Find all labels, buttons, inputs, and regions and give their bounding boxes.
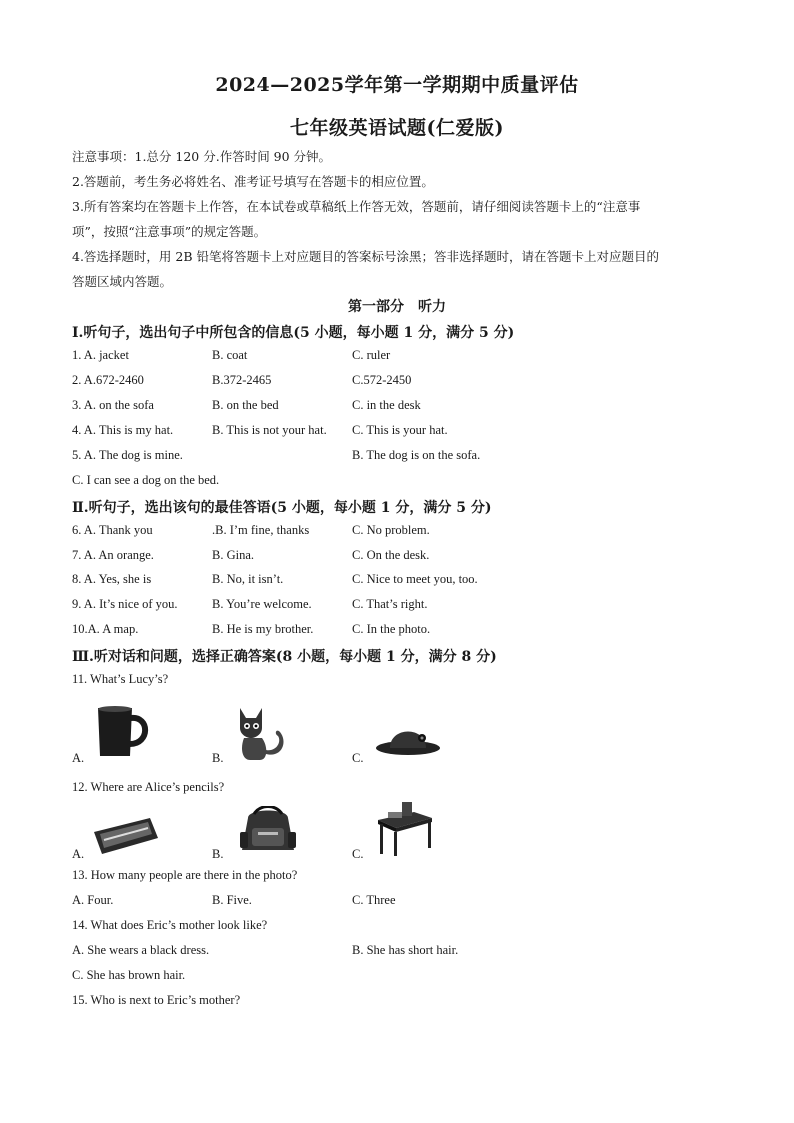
q6-option-c: C. No problem. <box>352 523 430 537</box>
q7-option-b: B. Gina. <box>212 548 255 562</box>
q5-option-a: 5. A. The dog is mine. <box>72 448 183 462</box>
cat-icon <box>230 702 294 764</box>
q12-label-b: B. <box>212 847 224 861</box>
q5-option-c: C. I can see a dog on the bed. <box>72 473 220 487</box>
q13-option-b: B. Five. <box>212 893 252 907</box>
q10-option-a: 10.A. A map. <box>72 622 139 636</box>
q7-option-a: 7. A. An orange. <box>72 548 154 562</box>
q1-option-c: C. ruler <box>352 348 391 362</box>
hat-icon <box>374 718 442 758</box>
q8-option-a: 8. A. Yes, she is <box>72 572 152 586</box>
q14-question: 14. What does Eric’s mother look like? <box>72 918 268 932</box>
desk-icon <box>374 800 434 858</box>
note-line: 3.所有答案均在答题卡上作答，在本试卷或草稿纸上作答无效，答题前，请仔细阅读答题卡上的“注意事 <box>72 199 641 214</box>
exam-subtitle: 七年级英语试题(仁爱版) <box>290 117 504 139</box>
q9-option-c: C. That’s right. <box>352 597 428 611</box>
backpack-icon <box>236 806 302 854</box>
q11-label-c: C. <box>352 751 364 765</box>
q6-option-b: .B. I’m fine, thanks <box>212 523 310 537</box>
q5-option-b: B. The dog is on the sofa. <box>352 448 481 462</box>
note-line: 答题区域内答题。 <box>72 274 173 289</box>
q11-question: 11. What’s Lucy’s? <box>72 672 169 686</box>
part-heading: 第一部分 听力 <box>348 299 446 315</box>
q14-option-a: A. She wears a black dress. <box>72 943 210 957</box>
q7-option-c: C. On the desk. <box>352 548 430 562</box>
note-line: 项”，按照“注意事项”的规定答题。 <box>72 224 267 239</box>
q13-option-a: A. Four. <box>72 893 114 907</box>
note-line: 2.答题前，考生务必将姓名、准考证号填写在答题卡的相应位置。 <box>72 174 434 189</box>
q15-question: 15. Who is next to Eric’s mother? <box>72 993 241 1007</box>
note-line: 4.答选择题时，用 2B 铅笔将答题卡上对应题目的答案标号涂黑；答非选择题时，请在答题卡上对应题目的 <box>72 249 660 264</box>
q3-option-a: 3. A. on the sofa <box>72 398 154 412</box>
q13-option-c: C. Three <box>352 893 396 907</box>
q1-option-b: B. coat <box>212 348 248 362</box>
pencil-box-icon <box>90 814 162 860</box>
section1-heading: Ⅰ.听句子，选出句子中所包含的信息(5 小题，每小题 1 分，满分 5 分) <box>72 325 515 341</box>
section3-heading: Ⅲ.听对话和问题，选择正确答案(8 小题，每小题 1 分，满分 8 分) <box>72 649 497 665</box>
q8-option-c: C. Nice to meet you, too. <box>352 572 478 586</box>
q13-question: 13. How many people are there in the photo? <box>72 868 298 882</box>
q14-option-c: C. She has brown hair. <box>72 968 186 982</box>
q12-question: 12. Where are Alice’s pencils? <box>72 780 225 794</box>
q10-option-c: C. In the photo. <box>352 622 431 636</box>
q8-option-b: B. No, it isn’t. <box>212 572 284 586</box>
q2-option-b: B.372-2465 <box>212 373 272 387</box>
q12-label-c: C. <box>352 847 364 861</box>
q12-label-a: A. <box>72 847 85 861</box>
q2-option-a: 2. A.672-2460 <box>72 373 144 387</box>
mug-icon <box>92 704 154 760</box>
q4-option-b: B. This is not your hat. <box>212 423 327 437</box>
q3-option-c: C. in the desk <box>352 398 421 412</box>
q3-option-b: B. on the bed <box>212 398 279 412</box>
q1-option-a: 1. A. jacket <box>72 348 129 362</box>
note-line: 注意事项：1.总分 120 分.作答时间 90 分钟。 <box>72 149 332 164</box>
q14-option-b: B. She has short hair. <box>352 943 459 957</box>
q11-label-b: B. <box>212 751 224 765</box>
q9-option-b: B. You’re welcome. <box>212 597 312 611</box>
q2-option-c: C.572-2450 <box>352 373 412 387</box>
section2-heading: Ⅱ.听句子，选出该句的最佳答语(5 小题，每小题 1 分，满分 5 分) <box>72 500 492 516</box>
q6-option-a: 6. A. Thank you <box>72 523 153 537</box>
q9-option-a: 9. A. It’s nice of you. <box>72 597 178 611</box>
exam-title: 2024—2025学年第一学期期中质量评估 <box>215 74 579 96</box>
q4-option-c: C. This is your hat. <box>352 423 448 437</box>
q10-option-b: B. He is my brother. <box>212 622 314 636</box>
q11-label-a: A. <box>72 751 85 765</box>
q4-option-a: 4. A. This is my hat. <box>72 423 174 437</box>
